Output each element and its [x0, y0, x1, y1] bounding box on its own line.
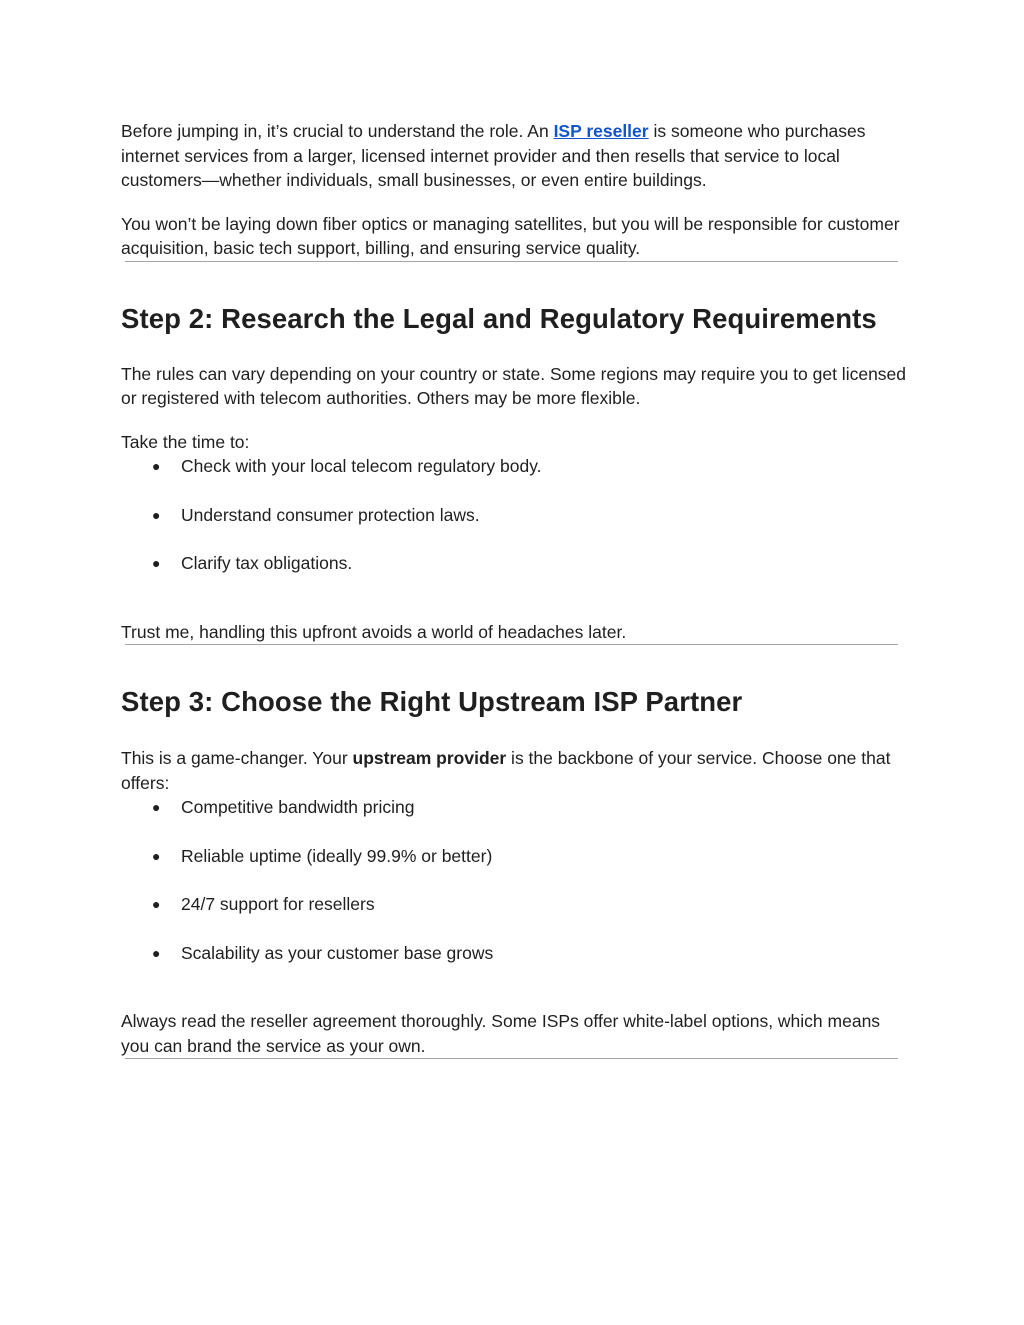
intro-paragraph-1: [121, 119, 906, 193]
intro-paragraph-2: You won’t be laying down fiber optics or managing satellites, but you will be responsible for customer acquisition, basic tech support, billing, and ensuring service quality.: [121, 213, 900, 258]
step-2-paragraph-3: Trust me, handling this upfront avoids a world of headaches later.: [121, 621, 627, 642]
bullet-icon: ●: [152, 847, 161, 864]
bullet-icon: ●: [152, 506, 161, 523]
list-item: [121, 844, 906, 869]
step-3-text-after: is the backbone of your service. Choose one that offers:: [121, 748, 891, 793]
list-item: [121, 795, 906, 820]
list-item-text: Clarify tax obligations.: [181, 553, 353, 573]
isp-reseller-link[interactable]: ISP reseller: [553, 121, 649, 141]
list-item-text: Understand consumer protection laws.: [181, 504, 480, 525]
intro-text-after: is someone who purchases internet services from a larger, licensed internet provider and then resells that service to local customers—whether individuals, small businesses, or even entire buildings.: [121, 121, 866, 190]
list-item: [121, 503, 906, 528]
list-item: [121, 892, 906, 917]
list-item-text: 24/7 support for resellers: [181, 894, 375, 914]
bullet-icon: ●: [152, 944, 161, 961]
section-divider: [125, 261, 898, 262]
list-item: [121, 454, 906, 479]
upstream-provider-bold: upstream provider: [352, 748, 507, 768]
step-3-paragraph-1: [121, 746, 906, 795]
step-3-heading: Step 3: Choose the Right Upstream ISP Partner: [121, 686, 743, 717]
step-2-bullet-list: [121, 454, 906, 576]
list-item: [121, 551, 906, 576]
bullet-icon: ●: [152, 555, 161, 571]
step-2-heading: Step 2: Research the Legal and Regulatory Requirements: [121, 302, 877, 334]
list-item: [121, 941, 906, 966]
step-3-bullet-list: [121, 795, 906, 965]
step-3-text-before: This is a game-changer. Your: [121, 748, 353, 768]
section-divider: [125, 644, 898, 645]
bullet-icon: ●: [152, 458, 161, 474]
document-page: [121, 119, 906, 1059]
bullet-icon: ●: [152, 896, 161, 912]
section-divider: [125, 1058, 898, 1059]
intro-text-before: Before jumping in, it’s crucial to understand the role. An: [121, 121, 554, 141]
step-2-paragraph-2: Take the time to:: [121, 431, 250, 452]
list-item-text: Check with your local telecom regulatory body.: [181, 456, 542, 476]
list-item-text: Scalability as your customer base grows: [181, 942, 494, 963]
list-item-text: Competitive bandwidth pricing: [181, 797, 415, 817]
step-2-paragraph-1: The rules can vary depending on your country or state. Some regions may require you to get licensed or registered with telecom authorities. Others may be more flexible.: [121, 363, 907, 408]
step-3-paragraph-2: Always read the reseller agreement thoroughly. Some ISPs offer white-label options, which means you can brand the service as your own.: [121, 1011, 881, 1056]
bullet-icon: ●: [152, 799, 161, 815]
list-item-text: Reliable uptime (ideally 99.9% or better): [181, 845, 493, 866]
